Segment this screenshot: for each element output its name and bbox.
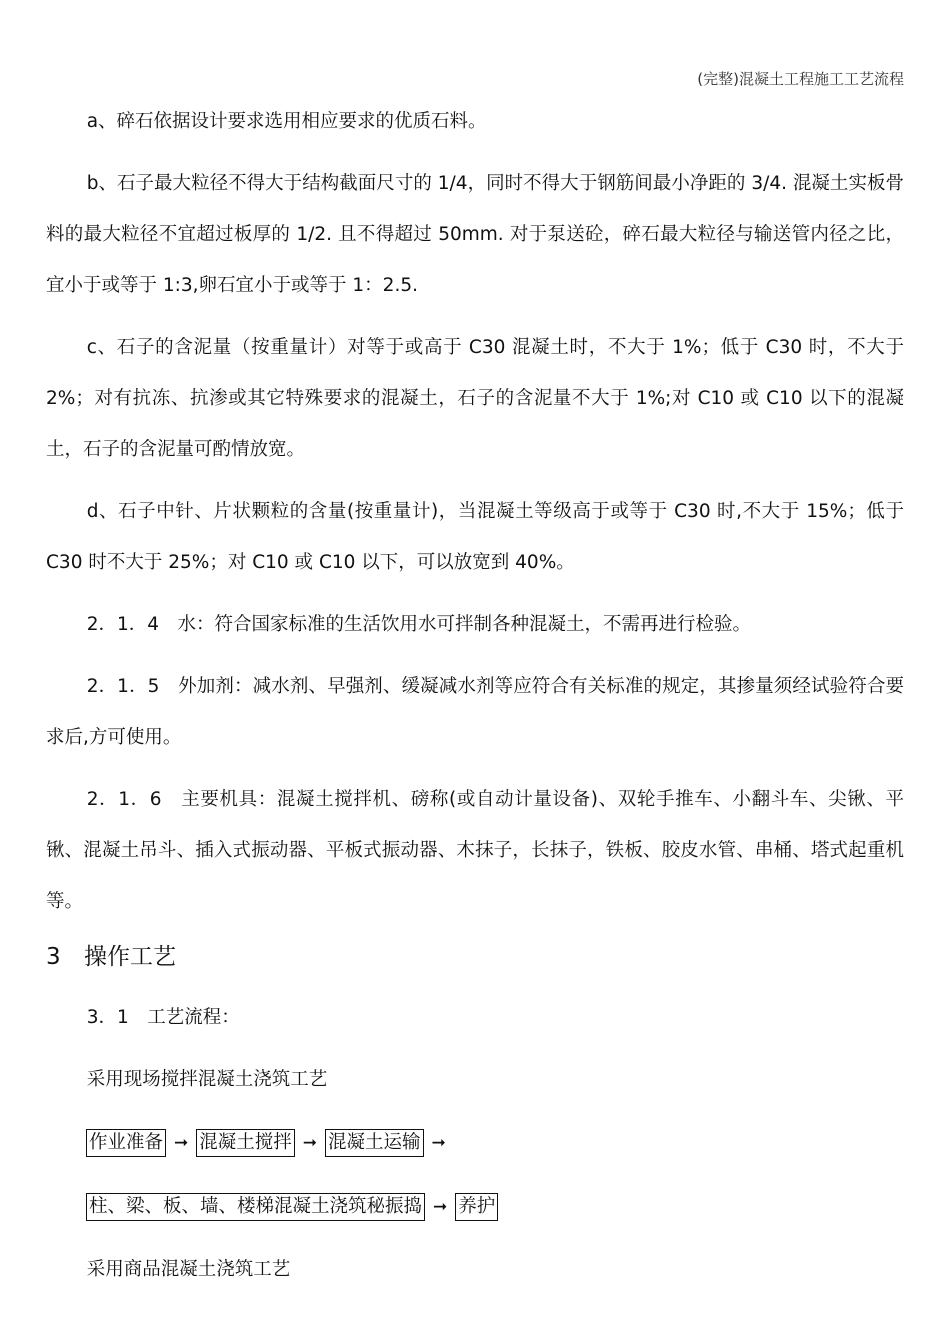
commercial-title: 采用商品混凝土浇筑工艺	[86, 1259, 291, 1280]
section-title: 操作工艺	[84, 944, 176, 970]
document-body	[46, 96, 904, 1306]
flow-step-prep: 作业准备	[86, 1129, 166, 1157]
paragraph-2-1-6: 2．1．6 主要机具：混凝土搅拌机、磅称(或自动计量设备)、双轮手推车、小翻斗车、尖锹、平锹、混凝土吊斗、插入式振动器、平板式振动器、木抹子，长抹子，铁板、胶皮水管、串桶、塔式起重机等。	[46, 789, 904, 912]
paragraph-b: b、石子最大粒径不得大于结构截面尺寸的 1/4，同时不得大于钢筋间最小净距的 3/4. 混凝土实板骨料的最大粒径不宜超过板厚的 1/2. 且不得超过 50mm. 对于泵送砼，碎石最大粒径与输送管内径之比，宜小于或等于 1:3,卵石宜小于或等于 1：2.5.	[46, 173, 904, 296]
flow-step-pouring: 柱、梁、板、墙、楼梯混凝土浇筑秘振捣	[86, 1193, 425, 1221]
flow-arrow-icon: ➞	[433, 1197, 448, 1217]
flow-arrow-icon: ➞	[302, 1133, 318, 1153]
subsection-3-1: 3．1 工艺流程：	[86, 1007, 240, 1028]
flow-step-transport: 混凝土运输	[325, 1129, 424, 1157]
paragraph-d: d、石子中针、片状颗粒的含量(按重量计)，当混凝土等级高于或等于 C30 时,不大于 15%；低于 C30 时不大于 25%；对 C10 或 C10 以下，可以放宽到 40%。	[46, 501, 904, 573]
flow-step-curing: 养护	[455, 1193, 498, 1221]
paragraph-a: a、碎石依据设计要求选用相应要求的优质石料。	[86, 111, 487, 132]
paragraph-2-1-4: 2．1．4 水：符合国家标准的生活饮用水可拌制各种混凝土，不需再进行检验。	[86, 614, 752, 635]
flow-arrow-icon: ➞	[174, 1133, 189, 1153]
section-number: 3	[46, 944, 61, 970]
section-heading	[46, 930, 904, 984]
page-header: (完整)混凝土工程施工工艺流程	[697, 70, 904, 88]
flow-step-mixing: 混凝土搅拌	[196, 1129, 295, 1157]
flow-row-1	[46, 1116, 904, 1170]
paragraph-c: c、石子的含泥量（按重量计）对等于或高于 C30 混凝土时，不大于 1%；低于 C30 时，不大于 2%；对有抗冻、抗渗或其它特殊要求的混凝土，石子的含泥量不大于 1%;对 C10 或 C10 以下的混凝土，石子的含泥量可酌情放宽。	[46, 337, 904, 460]
paragraph-2-1-5: 2．1．5 外加剂：减水剂、早强剂、缓凝减水剂等应符合有关标准的规定，其掺量须经试验符合要求后,方可使用。	[46, 676, 904, 748]
flow-arrow-icon: ➞	[431, 1133, 446, 1153]
flow-row-2	[46, 1180, 904, 1234]
site-mix-title: 采用现场搅拌混凝土浇筑工艺	[86, 1069, 328, 1090]
